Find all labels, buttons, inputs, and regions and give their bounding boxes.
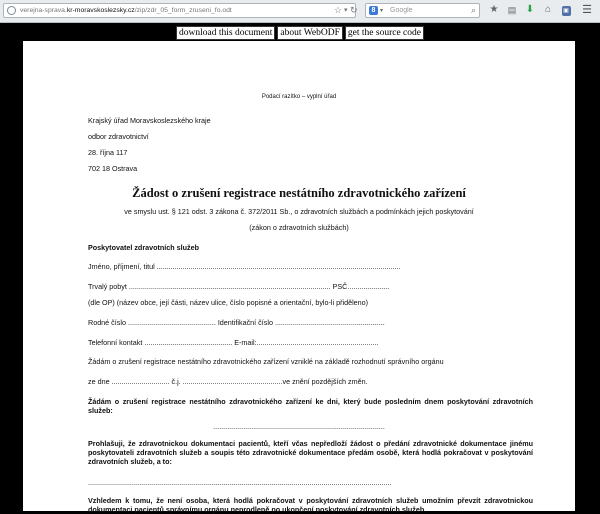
address-line: 702 18 Ostrava <box>88 164 138 173</box>
extension-icon[interactable]: ▣ <box>563 8 569 14</box>
chevron-down-icon[interactable]: ▾ <box>344 7 348 14</box>
search-bar[interactable] <box>365 3 480 18</box>
address-line: odbor zdravotnictví <box>88 132 149 141</box>
viewer-toolbar <box>0 26 600 40</box>
declaration-paragraph: Prohlašuji, že zdravotnickou dokumentaci pacientů, kteří včas nepředloží žádost o předání zdravotnické dokumentace jinému poskytovateli zdravotních služeb a soupis této zdravotnické dokumentace předám osobě, která hodlá pokračovat v poskytování zdravotních služeb, a to: <box>88 439 533 466</box>
search-icon[interactable]: ⌕ <box>470 5 476 15</box>
document-viewer <box>0 23 600 514</box>
document-title: Žádost o zrušení registrace nestátního zdravotnického zařízení <box>132 186 466 200</box>
url-text[interactable]: verejna-sprava.kr-moravskoslezsky.cz/zip/zdr_05_form_zruseni_fo.odt <box>20 7 232 14</box>
date-dots-line: ...................................................................................... <box>213 422 385 431</box>
address-line: Krajský úřad Moravskoslezského kraje <box>88 116 211 125</box>
ids-field-line: Rodné číslo ............................................ Identifikační číslo ....................................................... <box>88 318 385 327</box>
search-engine-icon[interactable]: 8 <box>369 6 378 15</box>
section-heading: Poskytovatel zdravotních služeb <box>88 243 200 252</box>
document-page <box>23 41 575 514</box>
menu-icon[interactable]: ☰ <box>582 4 592 16</box>
home-icon[interactable]: ⌂ <box>544 4 552 15</box>
library-icon[interactable]: ▤ <box>507 5 517 15</box>
stamp-note: Podací razítko – vyplní úřad <box>261 94 337 100</box>
globe-icon <box>7 6 16 15</box>
get-source-code-button[interactable]: get the source code <box>345 26 424 40</box>
browser-toolbar <box>0 0 600 23</box>
reload-icon[interactable]: ↻ <box>350 5 358 15</box>
bookmarks-star-icon[interactable]: ★ <box>489 4 499 15</box>
address-bar[interactable] <box>3 3 356 18</box>
document-subtitle-law: (zákon o zdravotních službách) <box>249 223 349 232</box>
document-subtitle: ve smyslu ust. § 121 odst. 3 zákona č. 372/2011 Sb., o zdravotních službách a podmínkách jejich poskytování <box>124 207 474 216</box>
name-field-line: Jméno, příjmení, titul .......................................................................................................................... <box>88 262 401 271</box>
chevron-down-icon[interactable]: ▾ <box>380 8 384 14</box>
op-note: (dle OP) (název obce, její části, název ulice, číslo popisné a orientační, bylo-li přiděleno) <box>88 298 369 307</box>
request-line: Žádám o zrušení registrace nestátního zdravotnického zařízení vzniklé na základě rozhodnutí správního orgánu <box>88 357 444 366</box>
bold-request-paragraph: Žádám o zrušení registrace nestátního zdravotnického zařízení ke dni, který bude posledním dnem poskytování zdravotních služeb: <box>88 397 533 415</box>
contact-field-line: Telefonní kontakt ............................................ E-mail:............................................................. <box>88 338 379 347</box>
residence-field-line: Trvalý pobyt ..................................................................................................... PSČ..................... <box>88 282 390 291</box>
final-paragraph: Vzhledem k tomu, že není osoba, která hodlá pokračovat v poskytování zdravotních služeb umožním převzít zdravotnickou dokumentaci pacientů správnímu orgánu neprodleně po ukončení poskytování zdravotních služeb. <box>88 496 533 514</box>
address-line: 28. října 117 <box>88 148 128 157</box>
download-icon[interactable]: ⬇ <box>525 4 535 15</box>
decision-date-line: ze dne ............................. č.j. ..................................................ve znění pozdějších změn. <box>88 377 368 386</box>
download-document-button[interactable]: download this document <box>176 26 275 40</box>
about-webodf-button[interactable]: about WebODF <box>277 26 343 40</box>
search-input[interactable]: Google <box>390 7 413 14</box>
bookmark-star-icon[interactable]: ☆ <box>334 5 343 15</box>
recipient-dots-line: ........................................................................................................................................................ <box>88 478 392 487</box>
